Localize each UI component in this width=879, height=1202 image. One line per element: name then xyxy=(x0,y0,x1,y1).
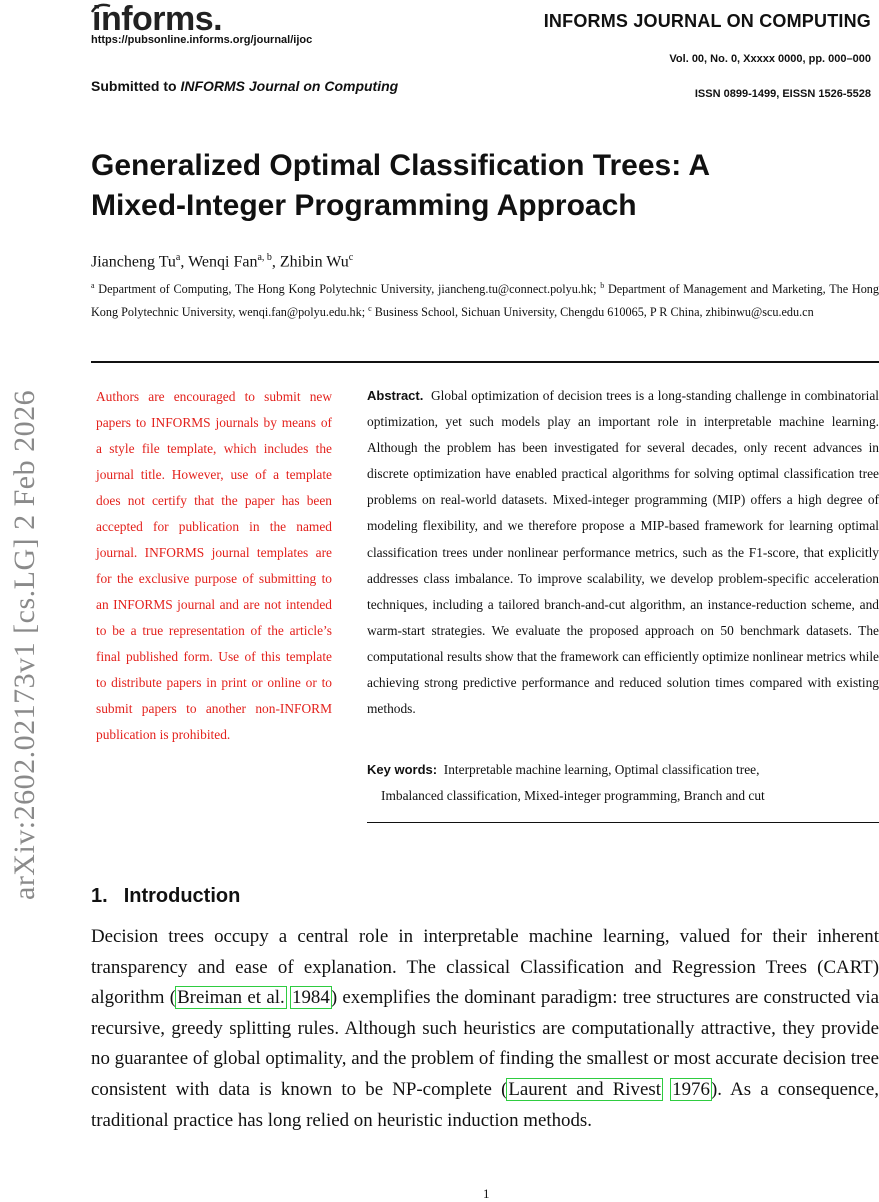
section-number: 1. xyxy=(91,885,108,907)
volume-line: Vol. 00, No. 0, Xxxxx 0000, pp. 000–000 xyxy=(669,53,871,65)
intro-text-2: ) exemplifies the dominant paradigm: tree structures are constructed via recursive, greedy splitting rules. Although such heuristics are computationally attractive, they provide no guarantee of global optimality, and the problem of finding the smallest or most accurate decision tree consistent with data is known to be NP-complete ( xyxy=(91,987,879,1100)
intro-text-3: ). As a consequence, traditional practice has long relied on heuristic induction methods. xyxy=(91,1078,879,1131)
logo-text: informs. xyxy=(92,0,223,38)
issn-line: ISSN 0899-1499, EISSN 1526-5528 xyxy=(694,88,871,100)
section-title: Introduction xyxy=(123,885,241,907)
title-line-1: Generalized Optimal Classification Trees: A xyxy=(91,149,711,182)
author-list: Jiancheng Tu$^a$, Wenqi Fan$^{a, b}$, Zhibin Wu$^c$ xyxy=(91,252,354,271)
citation-link-breiman-year[interactable]: 1984 xyxy=(292,987,330,1009)
arxiv-stamp: arXiv:2602.02173v1 [cs.LG] 2 Feb 2026 xyxy=(8,389,41,900)
affil-sup: c xyxy=(368,304,372,314)
journal-url[interactable]: https://pubsonline.informs.org/journal/ijoc xyxy=(91,34,313,46)
title-line-2: Mixed-Integer Programming Approach xyxy=(91,189,637,222)
section-heading xyxy=(91,885,240,908)
abstract-divider xyxy=(367,822,879,823)
template-notice: Authors are encouraged to submit new papers to INFORMS journals by means of a style file template, which includes the journal title. However, use of a template does not certify that the paper has been accepted for publication in the named journal. INFORMS journal templates are for the exclusive purpose of submitting to an INFORMS journal and are not intended to be a true representation of the article’s final published form. Use of this template to distribute papers in print or online or to submit papers to another non-INFORM publication is prohibited. xyxy=(96,389,332,742)
affil-sup: a xyxy=(91,281,95,290)
journal-name: INFORMS JOURNAL ON COMPUTING xyxy=(543,11,871,31)
keywords-line-1: Interpretable machine learning, Optimal classification tree, xyxy=(443,762,760,777)
keywords-label: Key words: xyxy=(367,762,438,777)
header-divider xyxy=(91,361,879,363)
abstract xyxy=(367,383,879,722)
abstract-text: Global optimization of decision trees is a long-standing challenge in combinatorial optimization, yet such models play an important role in interpretable machine learning. Although the problem has been investigated for several decades, only recent advances in discrete optimization have enabled practical algorithms for solving optimal classification tree problems on real-world datasets. Mixed-integer programming (MIP) offers a high degree of modeling flexibility, and we therefore propose a MIP-based framework for learning optimal classification trees under nonlinear performance metrics, such as the F1-score, that explicitly addresses class imbalance. To improve scalability, we develop problem-specific acceleration techniques, including a tailored branch-and-cut algorithm, an instance-reduction scheme, and warm-start strategies. We evaluate the proposed approach on 50 benchmark datasets. The computational results show that the framework can efficiently optimize nonlinear metrics while achieving strong predictive performance and reduced solution times compared with existing methods. xyxy=(367,388,879,717)
affil-text: Business School, Sichuan University, Chengdu 610065, P R China, zhibinwu@scu.edu.cn xyxy=(371,305,814,320)
author-sup: a xyxy=(175,252,181,263)
submitted-journal: INFORMS Journal on Computing xyxy=(180,78,399,94)
paper-title xyxy=(91,146,851,226)
submitted-line xyxy=(91,78,398,94)
author-name: Wenqi Fan xyxy=(188,253,258,271)
keywords-line-2: Imbalanced classification, Mixed-integer programming, Branch and cut xyxy=(381,788,765,803)
citation-link-breiman-authors[interactable]: Breiman et al. xyxy=(177,987,285,1009)
keywords xyxy=(367,757,879,809)
affil-sup: b xyxy=(600,281,605,290)
page-number: 1 xyxy=(483,1186,490,1201)
author-sup: a, b xyxy=(257,252,272,263)
informs-swirl-icon xyxy=(90,2,112,16)
affiliations xyxy=(91,276,879,322)
abstract-label: Abstract. xyxy=(367,388,424,403)
author-name: Zhibin Wu xyxy=(279,253,349,271)
author-sup: c xyxy=(348,252,354,263)
citation-link-laurent-authors[interactable]: Laurent and Rivest xyxy=(508,1078,661,1100)
intro-text-1: Decision trees occupy a central role in interpretable machine learning, valued for their inherent transparency and ease of explanation. The classical Classification and Regression Trees (CART) algorithm ( xyxy=(91,926,879,1009)
affil-text: Department of Management and Marketing, The Hong Kong Polytechnic University, wenqi.fan@polyu.edu.hk; xyxy=(91,282,879,320)
intro-paragraph xyxy=(91,922,879,1136)
affil-text: Department of Computing, The Hong Kong Polytechnic University, jiancheng.tu@connect.polyu.hk; xyxy=(94,282,601,297)
author-name: Jiancheng Tu xyxy=(91,253,176,271)
submitted-prefix: Submitted to xyxy=(91,78,181,94)
citation-link-laurent-year[interactable]: 1976 xyxy=(672,1078,710,1100)
